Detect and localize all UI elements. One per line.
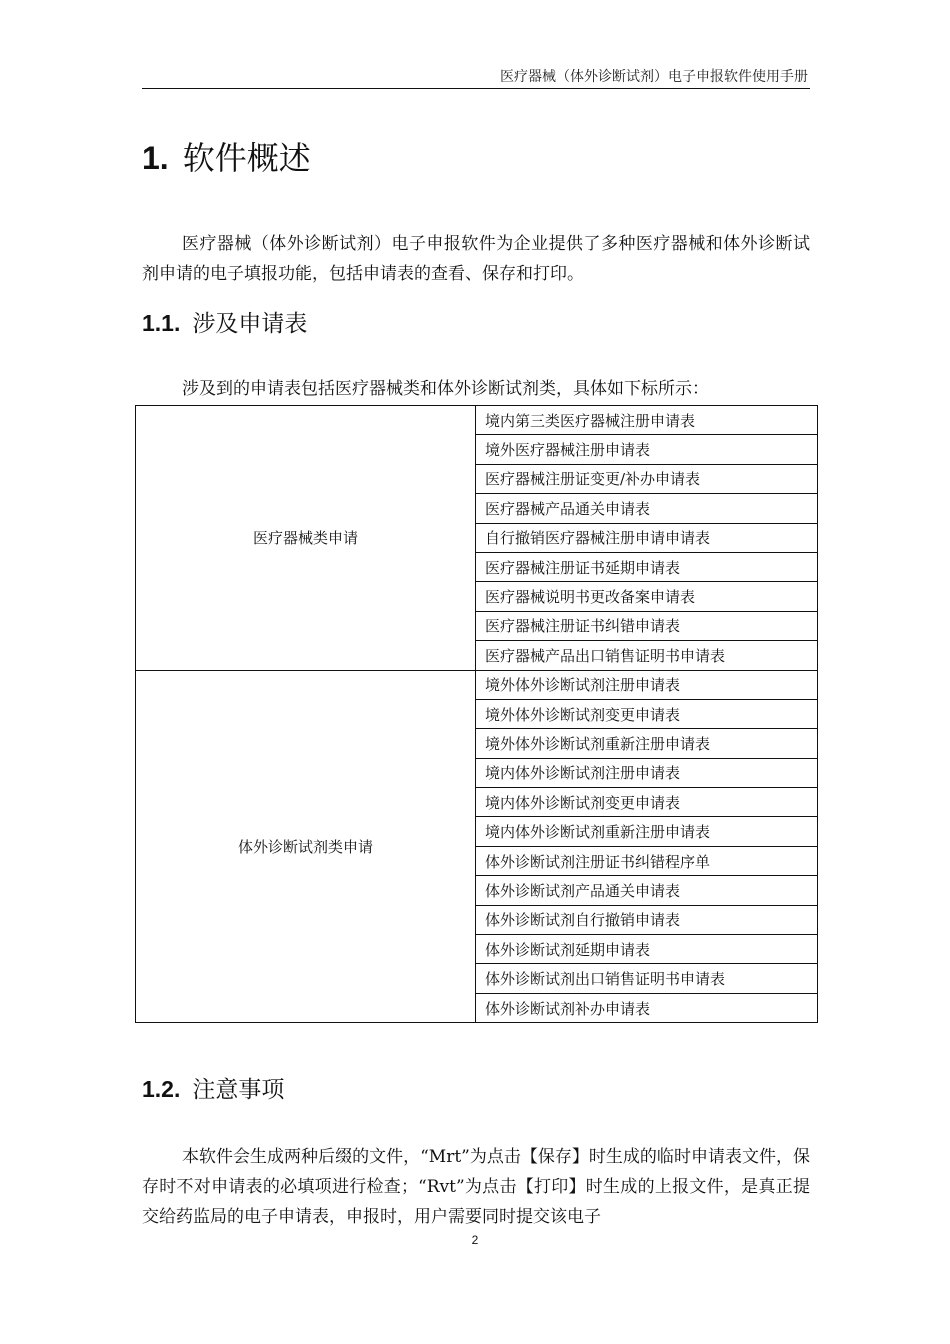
section-title: 软件概述 — [182, 139, 311, 177]
form-name-cell: 体外诊断试剂注册证书纠错程序单 — [476, 846, 818, 875]
form-name-cell: 境外体外诊断试剂重新注册申请表 — [476, 729, 818, 758]
section-number: 1. — [142, 140, 169, 176]
form-name-cell: 境内体外诊断试剂重新注册申请表 — [476, 817, 818, 846]
section-number: 1.1. — [142, 310, 181, 336]
form-name-cell: 境内体外诊断试剂注册申请表 — [476, 758, 818, 787]
form-name-cell: 医疗器械注册证书纠错申请表 — [476, 611, 818, 640]
form-name-cell: 体外诊断试剂产品通关申请表 — [476, 876, 818, 905]
form-name-cell: 境内体外诊断试剂变更申请表 — [476, 788, 818, 817]
form-name-cell: 体外诊断试剂自行撤销申请表 — [476, 905, 818, 934]
table-row — [136, 406, 818, 435]
application-forms-table — [135, 405, 818, 1023]
form-name-cell: 境外体外诊断试剂变更申请表 — [476, 699, 818, 728]
form-name-cell: 自行撤销医疗器械注册申请申请表 — [476, 523, 818, 552]
running-header: 医疗器械（体外诊断试剂）电子申报软件使用手册 — [500, 69, 808, 85]
notes-paragraph: 本软件会生成两种后缀的文件，“Mrt”为点击【保存】时生成的临时申请表文件，保存时不对申请表的必填项进行检查；“Rvt”为点击【打印】时生成的上报文件，是真正提交给药监局的电子申请表，申报时，用户需要同时提交该电子 — [142, 1147, 810, 1227]
form-name-cell: 体外诊断试剂补办申请表 — [476, 993, 818, 1022]
section-title: 涉及申请表 — [192, 311, 308, 337]
form-name-cell: 境外医疗器械注册申请表 — [476, 435, 818, 464]
form-name-cell: 体外诊断试剂延期申请表 — [476, 935, 818, 964]
section-heading-1 — [142, 136, 311, 180]
form-name-cell: 医疗器械注册证变更/补办申请表 — [476, 464, 818, 493]
section-heading-1-2 — [142, 1073, 284, 1106]
form-name-cell: 医疗器械产品通关申请表 — [476, 494, 818, 523]
overview-paragraph: 医疗器械（体外诊断试剂）电子申报软件为企业提供了多种医疗器械和体外诊断试剂申请的电子填报功能，包括申请表的查看、保存和打印。 — [142, 234, 810, 284]
form-name-cell: 境外体外诊断试剂注册申请表 — [476, 670, 818, 699]
section-title: 注意事项 — [192, 1077, 285, 1103]
form-name-cell: 体外诊断试剂出口销售证明书申请表 — [476, 964, 818, 993]
category-cell: 医疗器械类申请 — [136, 406, 476, 671]
form-name-cell: 境内第三类医疗器械注册申请表 — [476, 406, 818, 435]
section-heading-1-1 — [142, 307, 307, 340]
table-row — [136, 670, 818, 699]
category-cell: 体外诊断试剂类申请 — [136, 670, 476, 1023]
page-number: 2 — [471, 1233, 479, 1247]
form-name-cell: 医疗器械产品出口销售证明书申请表 — [476, 641, 818, 670]
section-number: 1.2. — [142, 1076, 181, 1102]
table-intro: 涉及到的申请表包括医疗器械类和体外诊断试剂类，具体如下标所示： — [182, 379, 709, 399]
form-name-cell: 医疗器械注册证书延期申请表 — [476, 552, 818, 581]
header-rule — [142, 88, 810, 89]
form-name-cell: 医疗器械说明书更改备案申请表 — [476, 582, 818, 611]
